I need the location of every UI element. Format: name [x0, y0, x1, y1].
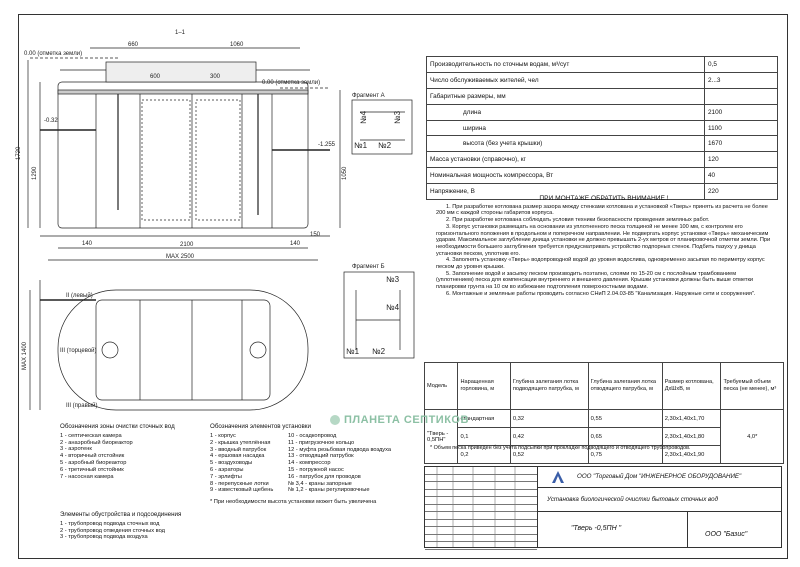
- note-item: 4. Заполнять установку «Тверь» водопроводной водой до уровня водослива, одновременно засыпая по периметру корпус песком до уровня крышки.: [436, 257, 765, 271]
- ground-level-right: 0.00 (отметка земли): [262, 80, 321, 86]
- table-cell: 0,1: [458, 428, 510, 446]
- plan-valve-n1: №1: [346, 347, 360, 356]
- dim-1255: -1.255: [318, 142, 336, 148]
- spec-row: [427, 152, 778, 168]
- customer-name: ООО "Базис": [705, 531, 748, 538]
- legend-item: 2 - анаэробный биореактор: [60, 439, 133, 446]
- spec-label: Номинальная мощность компрессора, Вт: [427, 168, 705, 184]
- table-cell: 0,32: [510, 410, 588, 428]
- legend-equipment-title: Элементы обустройства и подсоединения: [60, 511, 182, 518]
- legend-item: 5 - аэробный биореактор: [60, 459, 127, 466]
- models-header: Требуемый объем песка (не менее), м³: [721, 363, 784, 410]
- dim-032: -0.32: [44, 118, 58, 124]
- legend-zones-title: Обозначения зоны очистки сточных вод: [60, 423, 175, 430]
- spec-value: 220: [705, 184, 778, 200]
- spec-row: [427, 72, 778, 88]
- watermark-text: ПЛАНЕТА СЕПТИКОВ: [344, 414, 469, 426]
- spec-row: [427, 88, 778, 104]
- company-name: ООО "Торговый Дом "ИНЖЕНЕРНОЕ ОБОРУДОВАНИЕ": [577, 473, 742, 480]
- legend-item: № 1,2 - краны регулировочные: [288, 487, 370, 494]
- table-cell: 0,55: [588, 410, 662, 428]
- table-cell: 0,42: [510, 428, 588, 446]
- spec-value: 2100: [705, 104, 778, 120]
- sand-volume: 4,0*: [721, 410, 784, 464]
- installation-notes: [436, 196, 772, 298]
- company-logo-icon: [551, 470, 565, 484]
- legend-item: 6 - третичный отстойник: [60, 466, 124, 473]
- legend-item: 11 - пригрузочное кольцо: [288, 439, 355, 446]
- dim-2100: 2100: [180, 242, 194, 248]
- product-name: "Тверь -0,5ПН ": [571, 525, 622, 532]
- legend-item: 5 - воздуховоды: [210, 460, 253, 467]
- spec-label: ширина: [427, 120, 705, 136]
- dim-1290: 1290: [32, 166, 38, 180]
- spec-row: [427, 57, 778, 73]
- legend-item: 4 - ершовая насадка: [210, 453, 265, 460]
- dim-300: 300: [210, 74, 221, 80]
- valve-label-n4: №4: [359, 110, 368, 124]
- section-tank-body: [58, 82, 308, 228]
- table-cell: 2,30х1,40х1,80: [662, 428, 721, 446]
- spec-label: длина: [427, 104, 705, 120]
- watermark-icon: [330, 415, 340, 425]
- legend-item: 1 - септическая камера: [60, 432, 122, 439]
- legend-item: 2 - крышка утеплённая: [210, 439, 271, 446]
- models-header: Наращенная горловина, м: [458, 363, 510, 410]
- spec-label: высота (без учета крышки): [427, 136, 705, 152]
- plan-valve-n3: №3: [386, 275, 400, 284]
- spec-value: 2...3: [705, 72, 778, 88]
- plan-label-right: III (правый): [66, 403, 98, 409]
- legend-elements: [210, 423, 392, 505]
- legend-item: 3 - аэротенк: [60, 446, 92, 453]
- spec-row: [427, 104, 778, 120]
- legend-item: 1 - корпус: [210, 433, 236, 439]
- ground-level-left: 0.00 (отметка земли): [24, 51, 83, 57]
- spec-value: 120: [705, 152, 778, 168]
- technical-drawing: [0, 0, 430, 420]
- note-item: 2. При разработке котлована соблюдать условия техники безопасности проведения земляных работ.: [446, 217, 710, 224]
- spec-label: Напряжение, В: [427, 184, 705, 200]
- spec-table: [426, 56, 778, 200]
- legend-elements-note: * При необходимости высота установки может быть увеличена: [210, 499, 377, 505]
- product-description: Установка биологической очистки бытовых сточных вод: [547, 496, 718, 503]
- legend-item: 14 - компрессор: [288, 460, 331, 467]
- table-cell: 0,65: [588, 428, 662, 446]
- legend-item: 13 - отводящий патрубок: [288, 453, 354, 460]
- spec-label: Масса установки (справочно), кг: [427, 152, 705, 168]
- legend-item: 4 - вторичный отстойник: [60, 453, 125, 460]
- section-lid: [106, 62, 256, 82]
- dim-140-right: 140: [290, 241, 301, 247]
- fragment-a-label: Фрагмент А: [352, 93, 385, 99]
- note-item: 1. При разработке котлована размер зазора между стенками котлована и установкой «Тверь» принять из расчета не более 200 мм с каждой стороны габаритов корпуса.: [436, 203, 768, 217]
- legend-item: 15 - погружной насос: [288, 466, 344, 473]
- table-cell: 0,52: [510, 446, 588, 464]
- note-item: 6. Монтажные и земляные работы проводить согласно СНиП 2.04.03-85 "Канализация. Наружные сети и сооружения".: [446, 290, 756, 297]
- dim-1050: 1050: [342, 166, 348, 180]
- dim-140-left: 140: [82, 241, 93, 247]
- spec-row: [427, 120, 778, 136]
- legend-item: 6 - аэраторы: [210, 466, 244, 473]
- legend-item: 7 - эрлифты: [210, 473, 242, 480]
- legend-zones: [60, 424, 175, 480]
- spec-value: 1100: [705, 120, 778, 136]
- valve-label-n3: №3: [393, 110, 402, 124]
- notes-title: ПРИ МОНТАЖЕ ОБРАТИТЬ ВНИМАНИЕ !: [539, 195, 669, 202]
- spec-value: 1670: [705, 136, 778, 152]
- title-block: [424, 466, 782, 548]
- models-header: Размер котлована, ДхШхВ, м: [662, 363, 721, 410]
- spec-value: 0,5: [705, 57, 778, 73]
- table-cell: 0,2: [458, 446, 510, 464]
- company-row: [537, 467, 781, 488]
- legend-elements-col2: [288, 433, 391, 494]
- description-row: [537, 487, 781, 512]
- legend-elements-title: Обозначения элементов установки: [210, 423, 311, 430]
- fragment-b-label: Фрагмент Б: [352, 264, 385, 270]
- spec-label: Производительность по сточным водам, м³/сут: [427, 57, 705, 73]
- dim-2500: MAX 2500: [166, 254, 195, 260]
- fragment-b-box: [344, 272, 414, 358]
- legend-item: 3 - трубопровод подвода воздуха: [60, 534, 148, 541]
- dim-660: 660: [128, 42, 139, 48]
- legend-item: 2 - трубопровод отведения сточных вод: [60, 527, 166, 534]
- legend-item: 9 - известковый щебень: [210, 487, 274, 494]
- section-label: 1–1: [175, 30, 186, 36]
- watermark: [330, 414, 469, 426]
- model-name: "Тверь - 0,5ПН": [425, 410, 458, 464]
- spec-row: [427, 136, 778, 152]
- spec-label: Число обслуживаемых жителей, чел: [427, 72, 705, 88]
- plan-valve-n2: №2: [372, 347, 386, 356]
- legend-item: 1 - трубопровод подвода сточных вод: [60, 520, 160, 527]
- title-block-columns: [425, 467, 537, 547]
- valve-label-n2: №2: [378, 141, 392, 150]
- table-cell: 2,30х1,40х1,90: [662, 446, 721, 464]
- legend-item: 16 - патрубок для проводов: [288, 473, 361, 480]
- legend-item: 7 - насосная камера: [60, 473, 114, 480]
- note-item: 3. Корпус установки размещать на основании из уплотненного песка толщиной не менее 100 мм, с контролем его горизонтального положения в продольном и поперечном направлении. Не подвергать корпус установки «Тверь» механическим ударам. Максимальное заглубление днища установки не должно превышать 2-ух метров от планировочной отметки земли. При необходимости большего заглубления требуется предусматривать устройство подпорных стенок. Подбить пазуху у днища установки песком, уплотнив его.: [436, 223, 771, 257]
- spec-value: 40: [705, 168, 778, 184]
- dim-1720: 1720: [16, 146, 22, 160]
- dim-600: 600: [150, 74, 161, 80]
- legend-elements-col1: [210, 433, 273, 494]
- legend-item: 10 - осадкопровод: [288, 433, 337, 439]
- dim-1400: MAX 1400: [22, 341, 28, 370]
- models-header: Глубина залегания лотка подводящего патрубка, м: [510, 363, 588, 410]
- note-item: 5. Заполнение водой и засыпку песком производить поэтапно, слоями по 15-20 см с послойным трамбованием (уплотнением) песка для компенсации внутреннего и внешнего давления. Крышки установки должны быть выше отметки планировки грунта на 10 см во избежание подтопления поверхностными водами.: [436, 270, 754, 291]
- legend-item: № 3,4 - краны запорные: [288, 480, 352, 487]
- models-footnote: * Объем песка приведен без учета подсыпки при прокладке подводящего и отводящего трубопроводов.: [430, 445, 691, 451]
- plan-valve-n4: №4: [386, 303, 400, 312]
- table-cell: 2,30х1,40х1,70: [662, 410, 721, 428]
- legend-item: 12 - муфта резьбовая подвода воздуха: [288, 446, 392, 453]
- spec-label: Габаритные размеры, мм: [427, 88, 705, 104]
- table-cell: стандартная: [458, 410, 510, 428]
- legend-equipment: [60, 512, 181, 541]
- dim-150: 150: [310, 232, 321, 238]
- plan-label-end: III (торцевой): [60, 348, 97, 354]
- models-header: Модель: [425, 363, 458, 410]
- spec-value: [705, 88, 778, 104]
- table-cell: 0,75: [588, 446, 662, 464]
- product-row: [537, 511, 688, 547]
- models-header: Глубина залегания лотка отводящего патрубка, м: [588, 363, 662, 410]
- spec-row: [427, 168, 778, 184]
- valve-label-n1: №1: [354, 141, 368, 150]
- legend-item: 8 - перепускные лотки: [210, 480, 269, 487]
- dim-1060: 1060: [230, 42, 244, 48]
- plan-label-left: II (левый): [66, 293, 93, 299]
- legend-item: 3 - вводный патрубок: [210, 446, 267, 453]
